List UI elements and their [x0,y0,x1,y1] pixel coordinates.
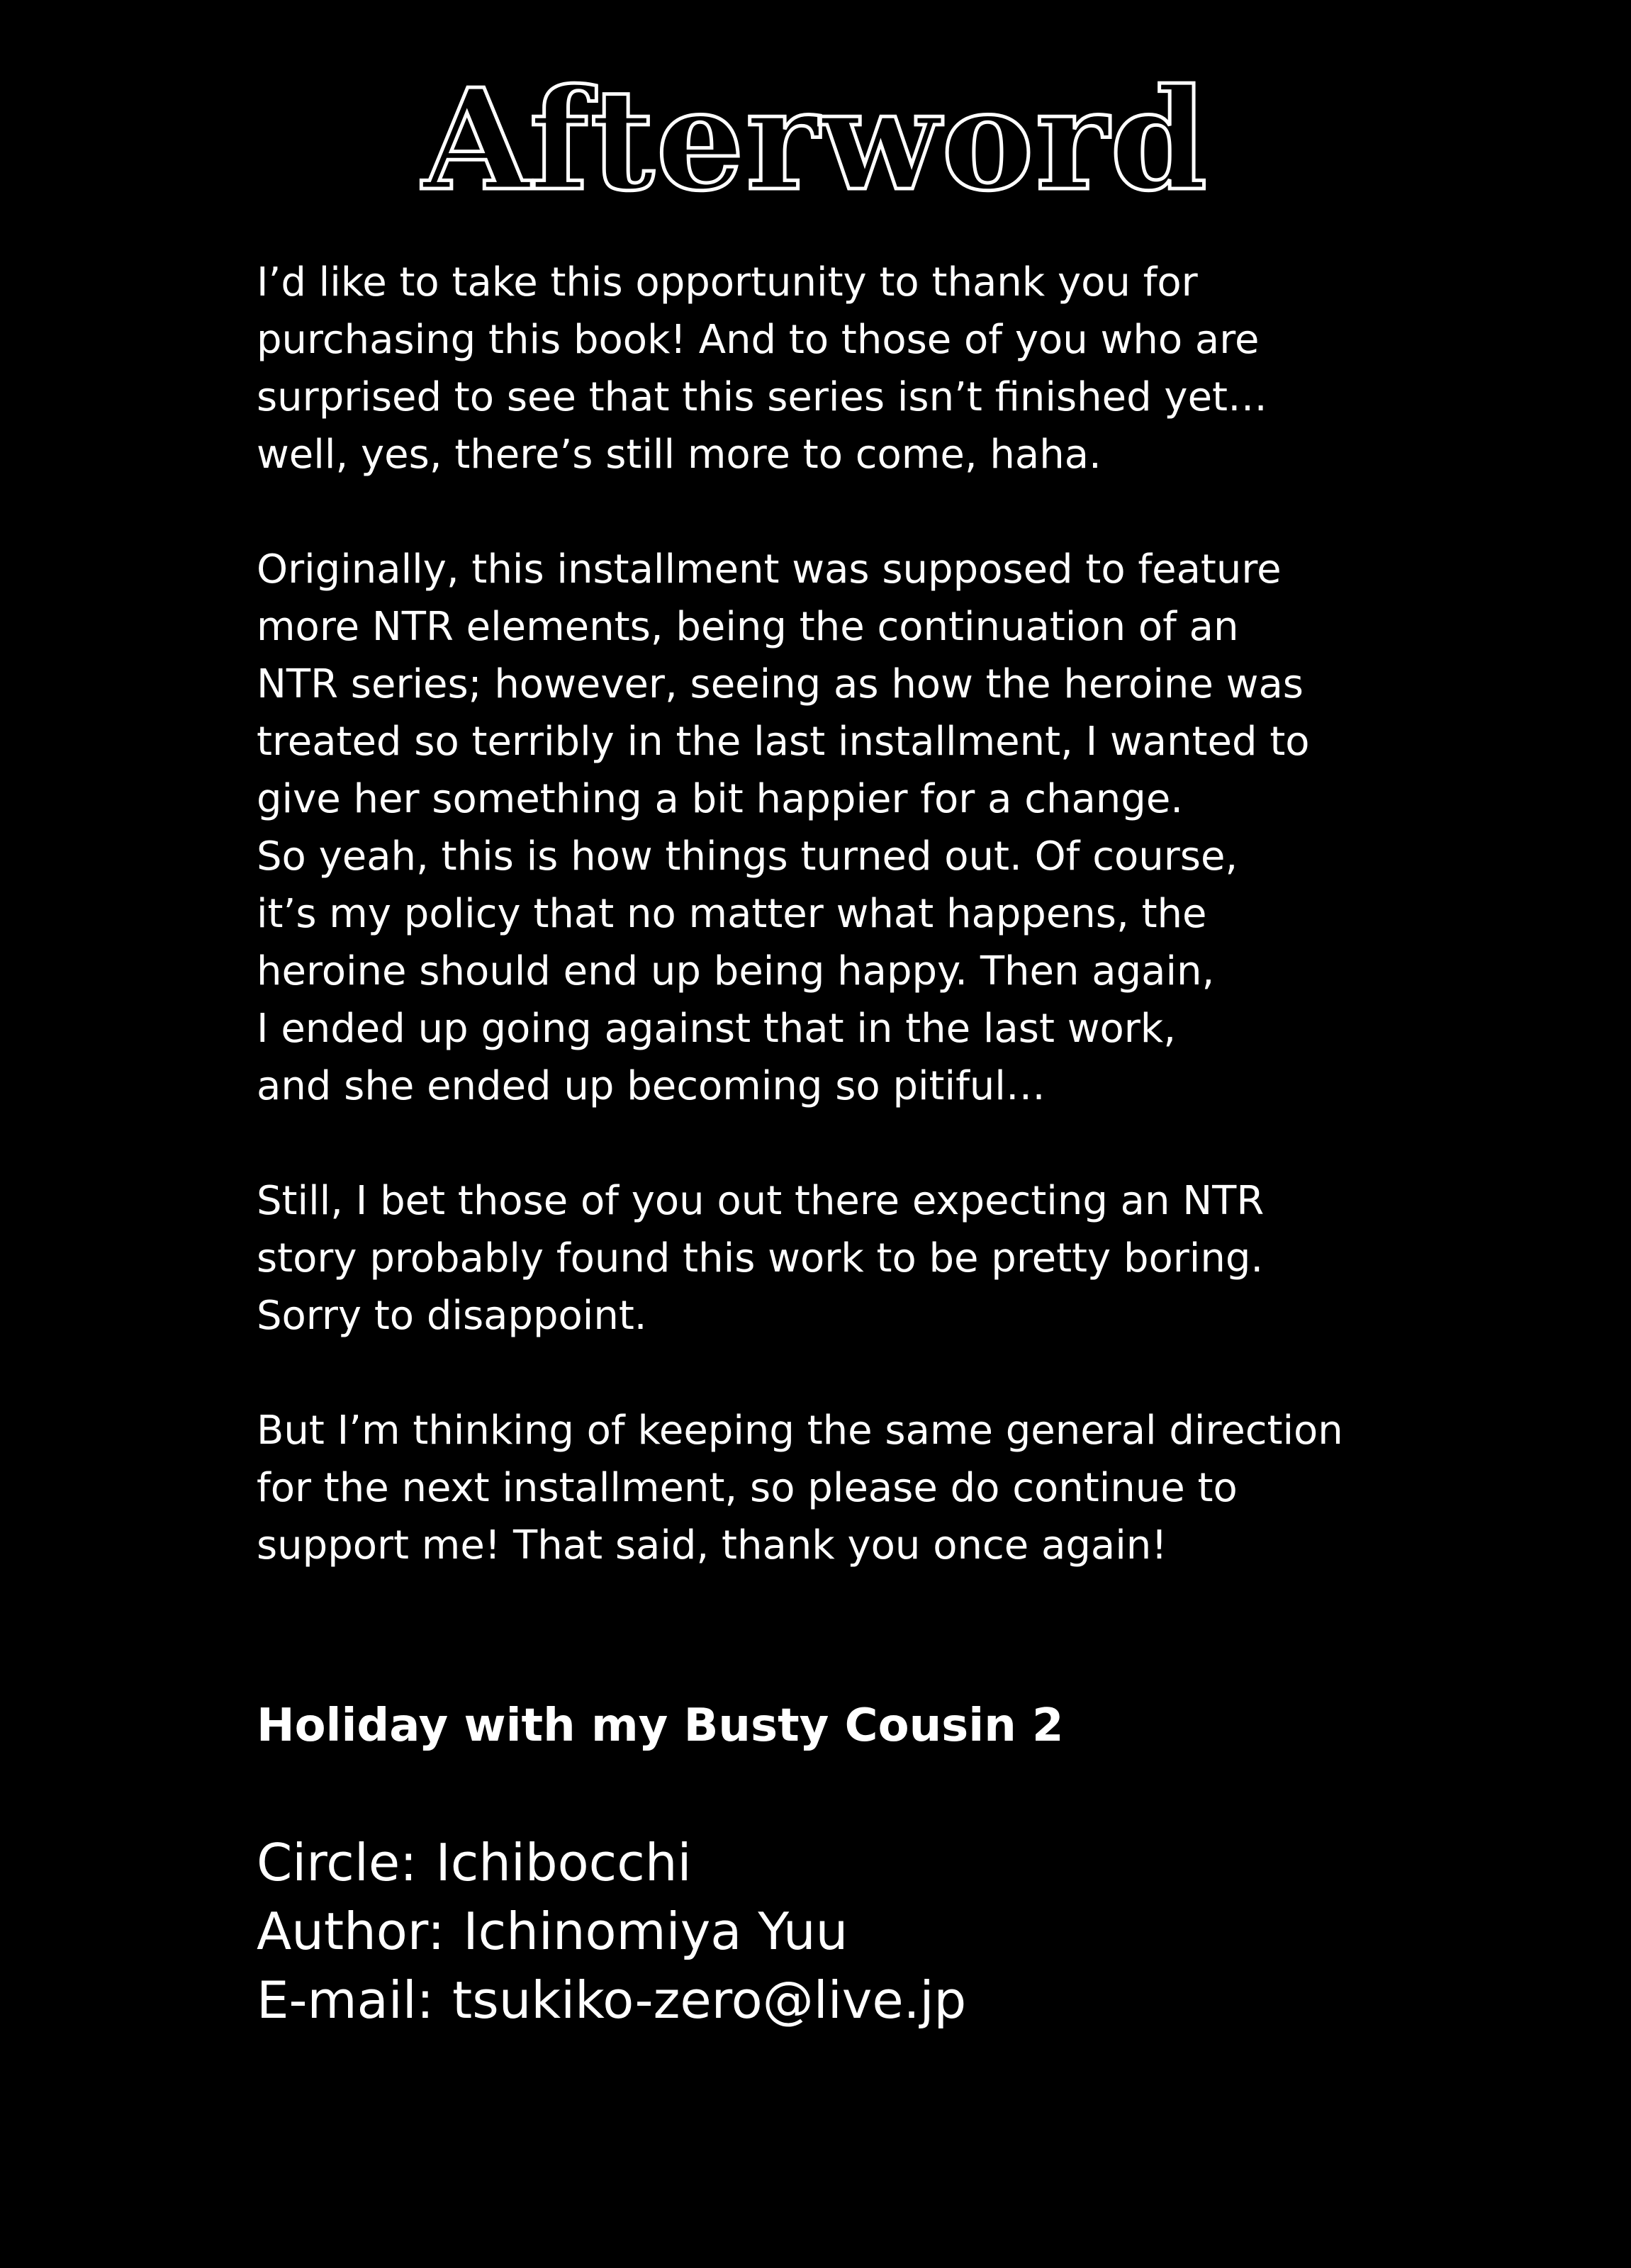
paragraph-4 [257,1402,1419,1574]
circle-label: Circle: [257,1833,417,1892]
text-line: treated so terribly in the last installment, I wanted to [257,719,1310,765]
email-credit [257,1966,966,2035]
text-line: I’d like to take this opportunity to thank you for [257,259,1198,305]
email-value: tsukiko-zero@live.jp [452,1970,967,2030]
text-line: So yeah, this is how things turned out. Of course, [257,833,1238,880]
credits-block [257,1829,966,2035]
text-line: for the next installment, so please do continue to [257,1465,1238,1511]
text-line: more NTR elements, being the continuation of an [257,604,1239,650]
text-line: Still, I bet those of you out there expecting an NTR [257,1178,1265,1224]
paragraph-1 [257,254,1419,483]
email-label: E-mail: [257,1970,434,2030]
text-line: support me! That said, thank you once again! [257,1522,1167,1568]
text-line: purchasing this book! And to those of you who are [257,317,1260,363]
text-line: heroine should end up being happy. Then again, [257,948,1215,994]
text-line: surprised to see that this series isn’t finished yet… [257,374,1267,420]
author-label: Author: [257,1902,445,1961]
page-title: Afterword [422,59,1209,222]
paragraph-3 [257,1172,1419,1344]
text-line: I ended up going against that in the last work, [257,1006,1177,1052]
paragraph-2 [257,541,1419,1115]
text-line: Sorry to disappoint. [257,1293,647,1339]
author-value: Ichinomiya Yuu [463,1902,848,1961]
text-line: Originally, this installment was supposed to feature [257,546,1282,593]
text-line: But I’m thinking of keeping the same general direction [257,1408,1343,1454]
author-credit [257,1897,966,1966]
text-line: it’s my policy that no matter what happens, the [257,891,1207,937]
circle-value: Ichibocchi [435,1833,692,1892]
text-line: and she ended up becoming so pitiful… [257,1063,1046,1109]
text-line: well, yes, there’s still more to come, haha. [257,432,1102,478]
text-line: NTR series; however, seeing as how the heroine was [257,661,1304,707]
circle-credit [257,1829,966,1897]
text-line: give her something a bit happier for a change. [257,776,1184,822]
text-line: story probably found this work to be pretty boring. [257,1235,1264,1281]
afterword-body [257,254,1419,1632]
book-title: Holiday with my Busty Cousin 2 [257,1700,1064,1752]
